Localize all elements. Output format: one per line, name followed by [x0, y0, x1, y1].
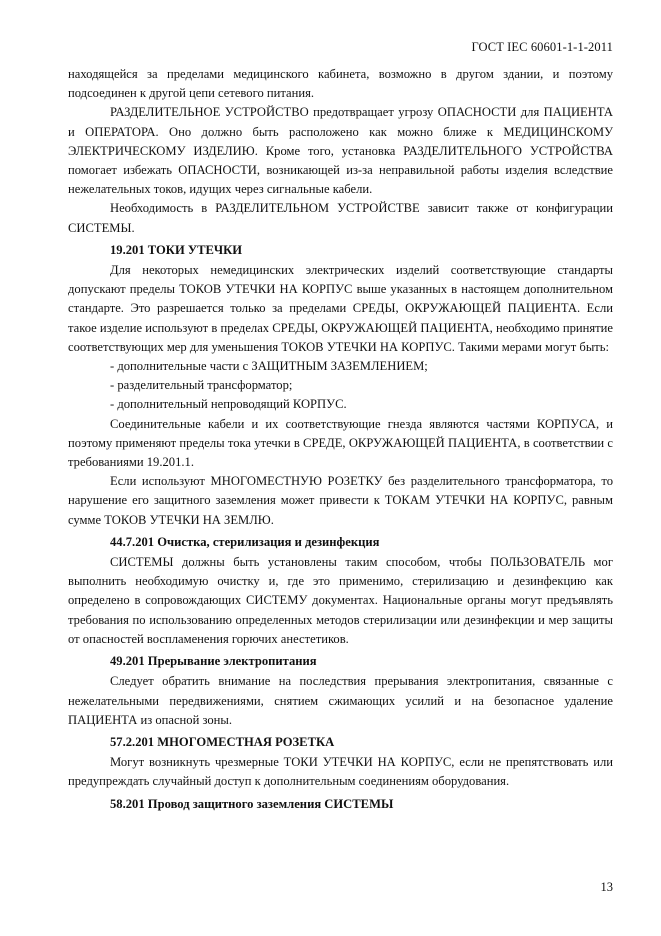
document-body — [68, 65, 613, 815]
section-heading-multiple-socket: 57.2.201 МНОГОМЕСТНАЯ РОЗЕТКА — [110, 734, 335, 749]
document-header: ГОСТ IEC 60601-1-1-2011 — [471, 40, 613, 54]
paragraph: Соединительные кабели и их соответствующие гнезда являются частями КОРПУСА, и поэтому применяют пределы тока утечки в СРЕДЕ, ОКРУЖАЮЩЕЙ ПАЦИЕНТА, в соответствии с требованиями 19.201.1. — [68, 416, 613, 470]
section-heading-leakage-currents: 19.201 ТОКИ УТЕЧКИ — [110, 242, 243, 257]
section-heading-cleaning: 44.7.201 Очистка, стерилизация и дезинфекция — [110, 534, 380, 549]
list-item: - дополнительный непроводящий КОРПУС. — [110, 397, 347, 412]
section-heading-grounding-wire: 58.201 Провод защитного заземления СИСТЕМЫ — [110, 796, 394, 811]
paragraph: РАЗДЕЛИТЕЛЬНОЕ УСТРОЙСТВО предотвращает угрозу ОПАСНОСТИ для ПАЦИЕНТА и ОПЕРАТОРА. Оно должно быть расположено как можно ближе к МЕДИЦИНСКОМУ ЭЛЕКТРИЧЕСКОМУ ИЗДЕЛИЮ. Кроме того, установка РАЗДЕЛИТЕЛЬНОГО УСТРОЙСТВА помогает избежать ОПАСНОСТИ, возникающей из-за неправильной работы изделия вследствие нежелательных токов, идущих через сигнальные кабели. — [68, 105, 613, 197]
paragraph: Если используют МНОГОМЕСТНУЮ РОЗЕТКУ без разделительного трансформатора, то нарушение его защитного заземления может привести к ТОКАМ УТЕЧКИ НА КОРПУС, равным сумме ТОКОВ УТЕЧКИ НА ЗЕМЛЮ. — [68, 474, 613, 527]
list-item: - дополнительные части с ЗАЩИТНЫМ ЗАЗЕМЛЕНИЕМ; — [110, 359, 428, 374]
paragraph: находящейся за пределами медицинского кабинета, возможно в другом здании, и поэтому подсоединен к другой цепи сетевого питания. — [68, 67, 613, 101]
section-heading-power-interruption: 49.201 Прерывание электропитания — [110, 654, 317, 669]
paragraph: СИСТЕМЫ должны быть установлены таким способом, чтобы ПОЛЬЗОВАТЕЛЬ мог выполнить необходимую очистку и, где это применимо, стерилизацию и дезинфекцию как определено в сопровождающих СИСТЕМУ документах. Национальные органы могут предъявлять требования по использованию определенных методов стерилизации или дезинфекции и мер защиты от опасностей воспламенения горючих анестетиков. — [68, 555, 613, 646]
list-item: - разделительный трансформатор; — [110, 378, 293, 393]
paragraph: Следует обратить внимание на последствия прерывания электропитания, связанные с нежелательными передвижениями, снятием сжимающих усилий и на безопасное удаление ПАЦИЕНТА из опасной зоны. — [68, 674, 613, 727]
page-number: 13 — [600, 880, 613, 894]
paragraph: Могут возникнуть чрезмерные ТОКИ УТЕЧКИ НА КОРПУС, если не препятствовать или предупреждать случайный доступ к дополнительным соединениям оборудования. — [68, 755, 613, 789]
paragraph: Необходимость в РАЗДЕЛИТЕЛЬНОМ УСТРОЙСТВЕ зависит также от конфигурации СИСТЕМЫ. — [68, 201, 613, 235]
paragraph: Для некоторых немедицинских электрических изделий соответствующие стандарты допускают пределы ТОКОВ УТЕЧКИ НА КОРПУС выше указанных в настоящем дополнительном стандарте. Это разрешается только за пределами СРЕДЫ, ОКРУЖАЮЩЕЙ ПАЦИЕНТА. Если такое изделие используют в пределах СРЕДЫ, ОКРУЖАЮЩЕЙ ПАЦИЕНТА, необходимо принятие соответствующих мер для уменьшения ТОКОВ УТЕЧКИ НА КОРПУС. Такими мерами могут быть: — [68, 263, 613, 354]
